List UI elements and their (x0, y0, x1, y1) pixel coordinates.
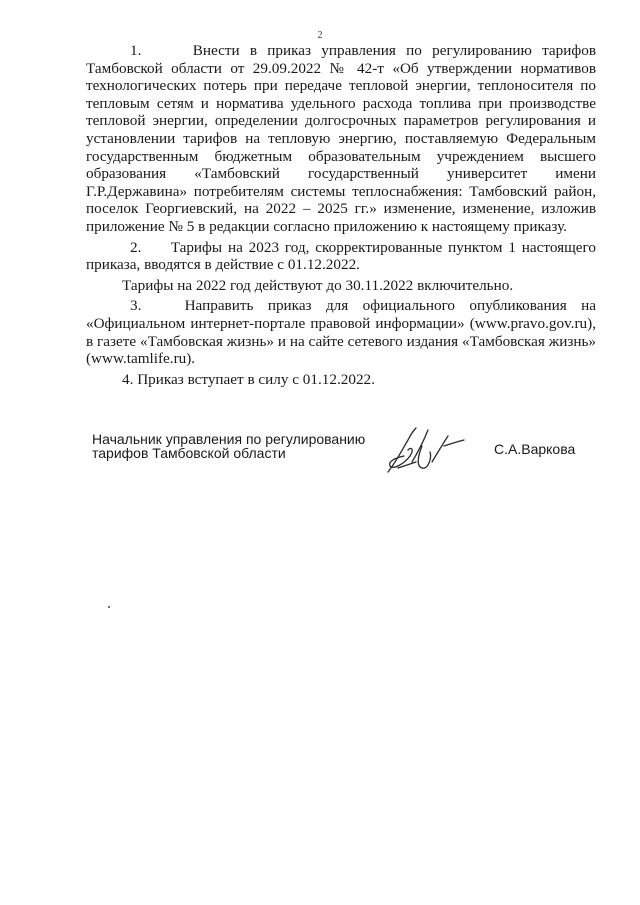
handwritten-signature-icon (378, 422, 468, 480)
signatory-name: С.А.Варкова (494, 441, 576, 457)
document-body (86, 42, 596, 388)
paragraph-item-3: 3. Направить приказ для официального опубликования на «Официальном интернет-портале правовой информации» (www.pravo.gov.ru), в газете «Тамбовская жизнь» и на сайте сетевого издания «Тамбовская жизнь» (www.tamlife.ru). (86, 297, 596, 368)
stray-mark (108, 606, 110, 608)
paragraph-item-2: 2. Тарифы на 2023 год, скорректированные пунктом 1 настоящего приказа, вводятся в действие с 01.12.2022. (86, 238, 596, 274)
paragraph-item-4: 4. Приказ вступает в силу с 01.12.2022. (122, 370, 375, 388)
paragraph-item-1: 1. Внести в приказ управления по регулированию тарифов Тамбовской области от 29.09.2022 № 42-т «Об утверждении нормативов технологических потерь при передаче тепловой энергии, теплоносителя по тепловым сетям и норматива удельного расхода топлива при производстве тепловой энергии, определении долгосрочных параметров регулирования и установлении тарифов на тепловую энергию, поставляемую Федеральным государственным бюджетным образовательным учреждением высшего образования «Тамбовский государственный университет имени Г.Р.Державина» потребителям системы теплоснабжения: Тамбовский район, поселок Георгиевский, на 2022 – 2025 гг.» изменение, изменение, изложив приложение № 5 в редакции согласно приложению к настоящему приказу. (86, 42, 596, 235)
signatory-position: Начальник управления по регулированию тарифов Тамбовской области (92, 431, 366, 461)
signature-block (92, 432, 592, 482)
page-number: 2 (317, 30, 323, 41)
paragraph-tariffs-2022: Тарифы на 2022 год действуют до 30.11.2022 включительно. (122, 276, 514, 294)
